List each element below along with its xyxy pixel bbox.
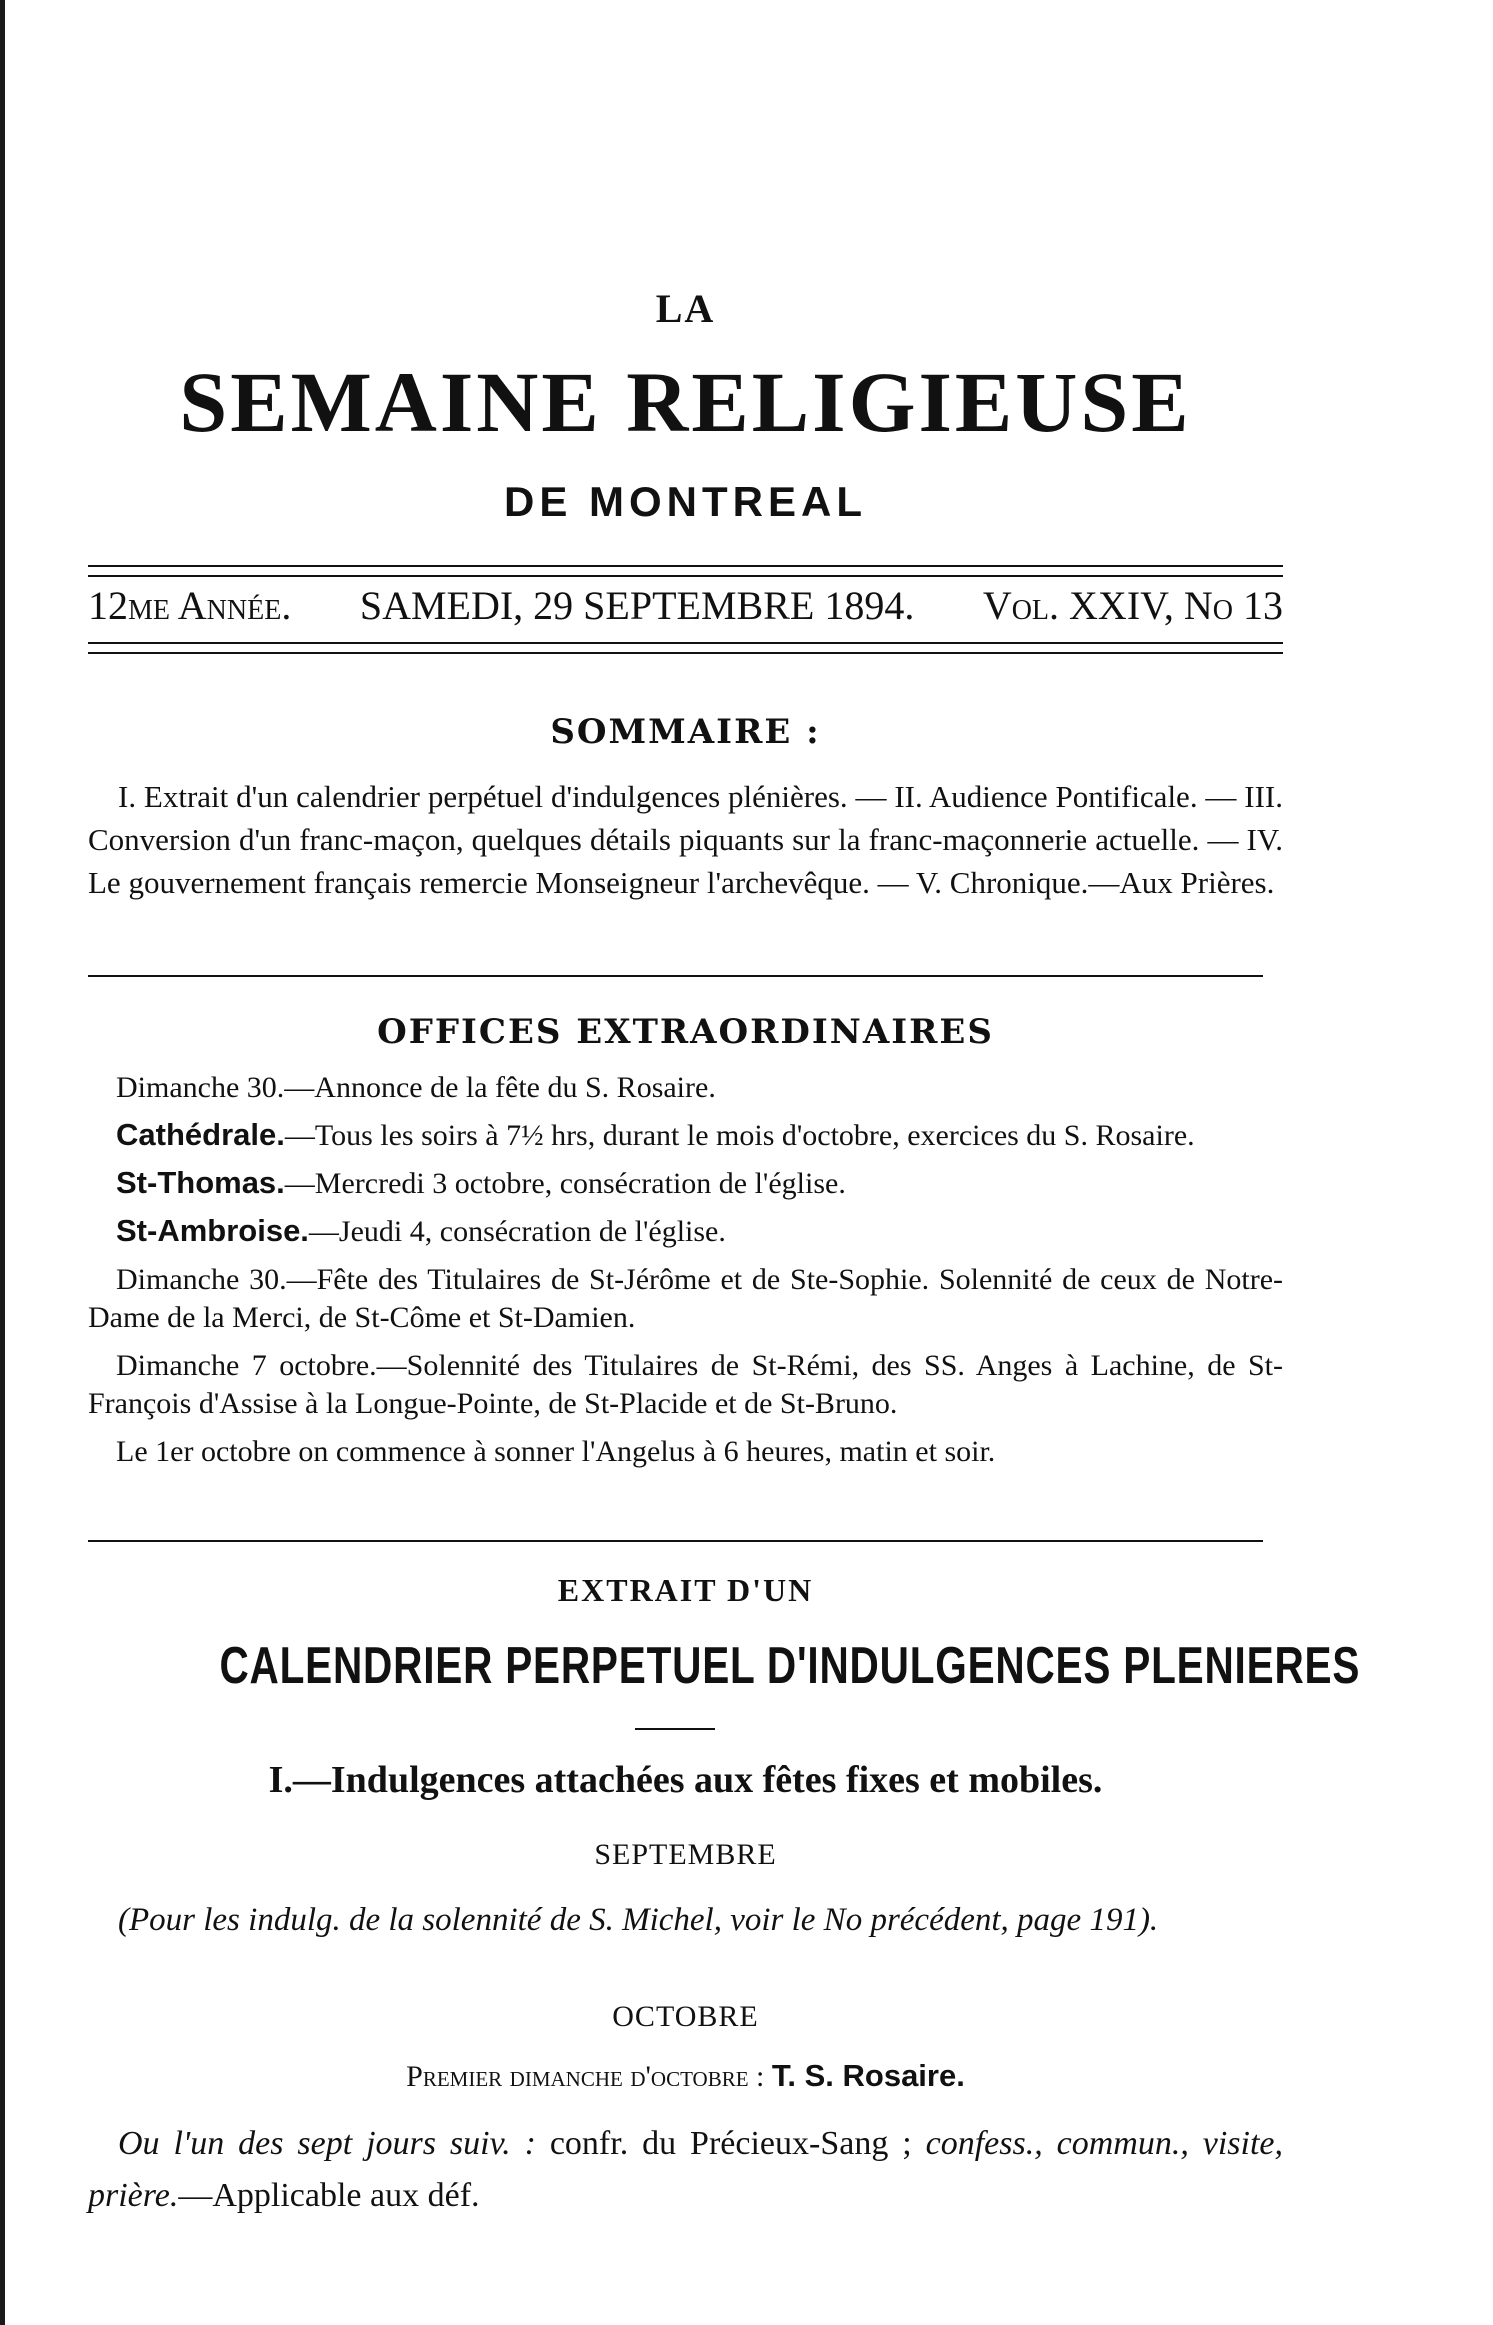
office-item-place: St-Ambroise. <box>116 1213 309 1248</box>
office-item-text: —Tous les soirs à 7½ hrs, durant le mois d'octobre, exercices du S. Rosaire. <box>284 1119 1195 1152</box>
feast-detail-it2: confess., commun., visite, prière. <box>88 2125 1284 2214</box>
double-rule-bottom-b <box>88 652 1283 654</box>
sommaire-heading: SOMMAIRE : <box>550 712 821 752</box>
feast-detail-rm1: confr. du Précieux-Sang ; <box>535 2125 926 2162</box>
feast-detail-rm2: —Applicable aux déf. <box>178 2177 480 2214</box>
feast-details-text <box>88 2118 1283 2222</box>
note-block <box>88 1895 1283 1945</box>
month-september: SEPTEMBRE <box>594 1838 777 1871</box>
section-separator <box>88 1540 1263 1542</box>
office-item <box>88 1116 1283 1155</box>
issue-line <box>88 582 1283 629</box>
office-item <box>88 1212 1283 1251</box>
article-title: CALENDRIER PERPETUEL D'INDULGENCES PLENIERES <box>219 1637 1361 1695</box>
office-item-text: Dimanche 30.—Fête des Titulaires de St-Jérôme et de Ste-Sophie. Solennité de ceux de Notre-Dame de la Merci, de St-Côme et St-Damien. <box>88 1263 1283 1334</box>
sommaire-text-block <box>88 775 1283 904</box>
double-rule-top-b <box>88 575 1283 577</box>
offices-heading: OFFICES EXTRAORDINAIRES <box>377 1012 994 1052</box>
article-section-heading: I.—Indulgences attachées aux fêtes fixes et mobiles. <box>268 1759 1103 1801</box>
issue-volume: Vol. XXIV, No 13 <box>982 583 1283 628</box>
office-item-text: —Mercredi 3 octobre, consécration de l'église. <box>284 1167 846 1200</box>
feast-details <box>88 2118 1283 2222</box>
office-item <box>88 1346 1283 1423</box>
sommaire-text: I. Extrait d'un calendrier perpétuel d'indulgences plénières. — II. Audience Pontificale. — III. Conversion d'un franc-maçon, quelques détails piquants sur la franc-maçonnerie actuelle. — IV. Le gouvernement français remercie Monseigneur l'archevêque. — V. Chronique.—Aux Prières. <box>88 779 1283 900</box>
feast-line <box>88 2058 1283 2094</box>
feast-detail-it1: Ou l'un des sept jours suiv. : <box>118 2125 536 2162</box>
section-separator <box>88 975 1263 977</box>
article-kicker: EXTRAIT D'UN <box>557 1572 814 1608</box>
masthead-subtitle: DE MONTREAL <box>504 478 867 525</box>
office-item-text: Le 1er octobre on commence à sonner l'Angelus à 6 heures, matin et soir. <box>116 1435 996 1468</box>
office-item-place: Cathédrale. <box>116 1117 285 1152</box>
office-item-text: Dimanche 30.—Annonce de la fête du S. Rosaire. <box>116 1071 716 1104</box>
office-item <box>88 1068 1283 1107</box>
issue-year: 12me Année. <box>88 583 292 628</box>
offices-list <box>88 1068 1283 1480</box>
short-rule <box>635 1728 715 1730</box>
feast-name: T. S. Rosaire. <box>771 2058 965 2093</box>
issue-date: SAMEDI, 29 SEPTEMBRE 1894. <box>359 583 915 628</box>
office-item-text: Dimanche 7 octobre.—Solennité des Titulaires de St-Rémi, des SS. Anges à Lachine, de St-François d'Assise à la Longue-Pointe, de St-Placide et de St-Bruno. <box>88 1349 1283 1420</box>
page-spine-edge <box>0 0 5 2325</box>
office-item <box>88 1164 1283 1203</box>
feast-label: Premier dimanche d'octobre : <box>406 2060 765 2093</box>
office-item <box>88 1260 1283 1337</box>
office-item <box>88 1432 1283 1471</box>
office-item-place: St-Thomas. <box>116 1165 285 1200</box>
double-rule-bottom-a <box>88 642 1283 644</box>
month-october: OCTOBRE <box>612 2000 759 2033</box>
office-item-text: —Jeudi 4, consécration de l'église. <box>308 1215 726 1248</box>
double-rule-top-a <box>88 565 1283 567</box>
article-note: (Pour les indulg. de la solennité de S. Michel, voir le No précédent, page 191). <box>118 1902 1159 1938</box>
masthead-la: LA <box>655 286 716 331</box>
masthead-title: SEMAINE RELIGIEUSE <box>179 354 1192 450</box>
